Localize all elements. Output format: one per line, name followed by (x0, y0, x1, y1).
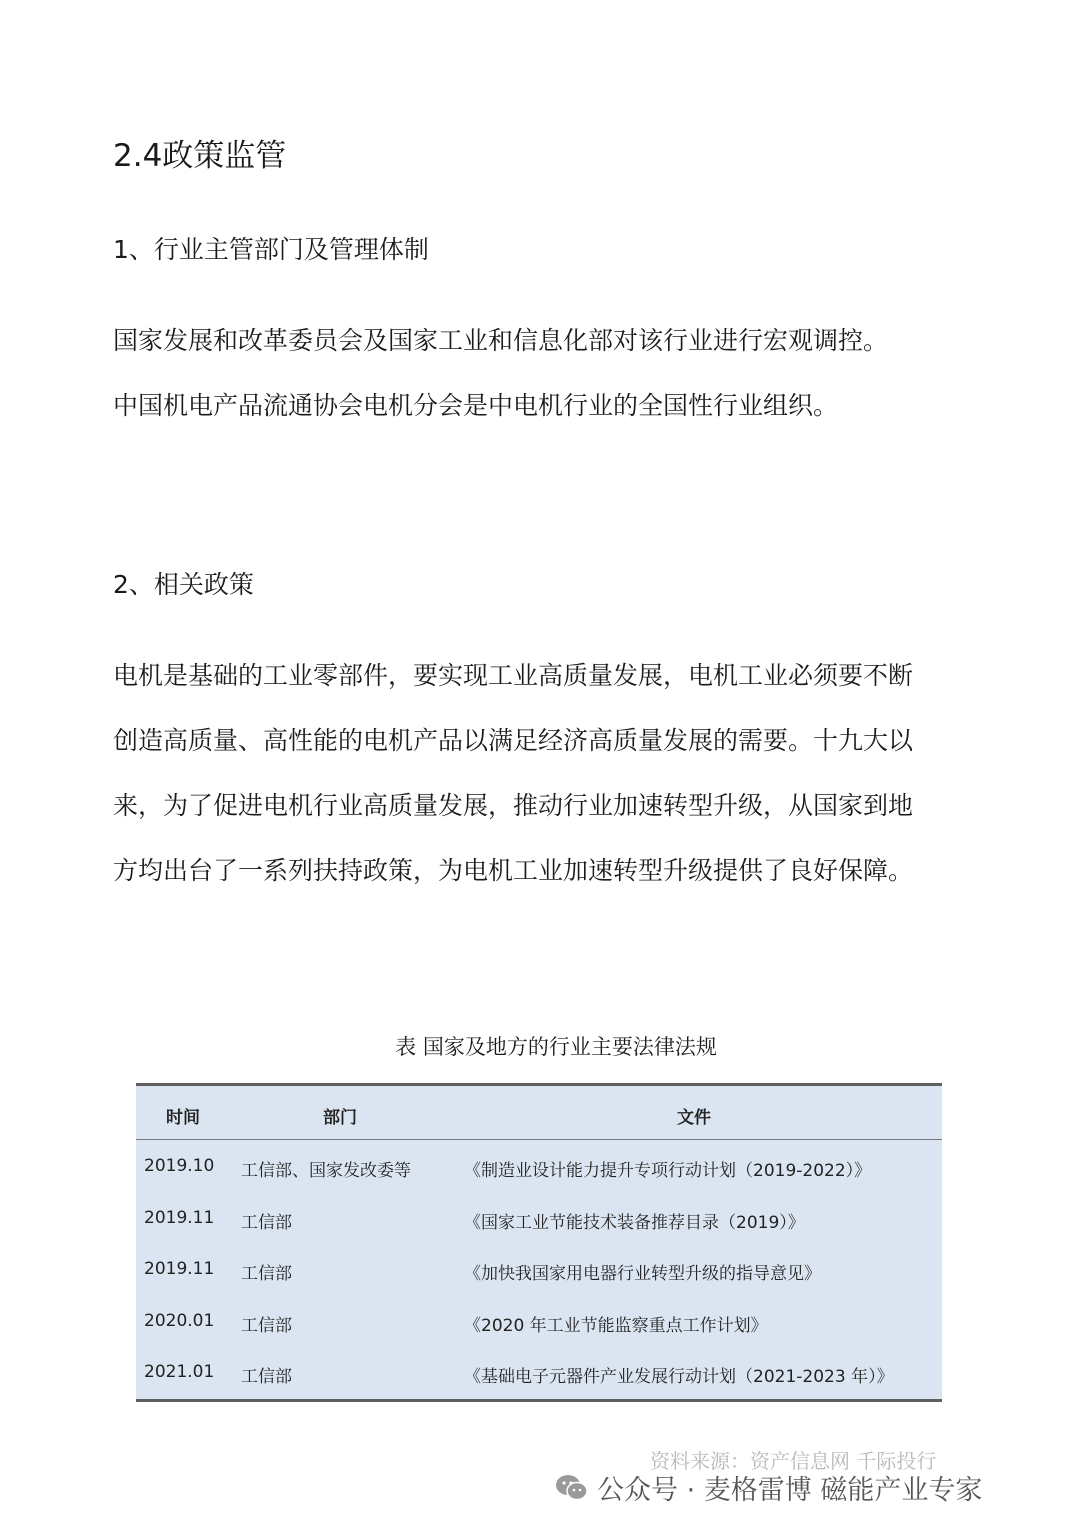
paragraph-line: 来，为了促进电机行业高质量发展，推动行业加速转型升级，从国家到地 (113, 791, 914, 820)
cell-time: 2020.01 (144, 1311, 215, 1331)
section-title: 2.4政策监管 (113, 138, 287, 174)
paragraph-line: 方均出台了一系列扶持政策，为电机工业加速转型升级提供了良好保障。 (113, 856, 914, 885)
paragraph-management (113, 308, 993, 438)
cell-dept: 工信部 (241, 1264, 292, 1284)
cell-doc: 《2020 年工业节能监察重点工作计划》 (464, 1316, 768, 1336)
cell-time: 2019.11 (144, 1259, 215, 1279)
paragraph-line: 中国机电产品流通协会电机分会是中电机行业的全国性行业组织。 (113, 391, 839, 420)
cell-time: 2019.11 (144, 1208, 215, 1228)
cell-time: 2019.10 (144, 1156, 215, 1176)
paragraph-line: 电机是基础的工业零部件，要实现工业高质量发展，电机工业必须要不断 (113, 661, 914, 690)
account-name: 公众号 · 麦格雷博 磁能产业专家 (597, 1475, 983, 1506)
header-time: 时间 (166, 1108, 200, 1128)
cell-doc: 《制造业设计能力提升专项行动计划（2019-2022）》 (464, 1161, 872, 1181)
subsection-heading-policies: 2、相关政策 (113, 570, 254, 599)
cell-dept: 工信部、国家发改委等 (241, 1161, 411, 1181)
source-note: 资料来源：资产信息网 千际投行 (650, 1449, 937, 1473)
cell-dept: 工信部 (241, 1367, 292, 1387)
cell-dept: 工信部 (241, 1213, 292, 1233)
table-header-row (136, 1086, 942, 1140)
paragraph-policies (113, 643, 993, 903)
wechat-icon (555, 1474, 589, 1502)
cell-doc: 《基础电子元器件产业发展行动计划（2021-2023 年）》 (464, 1367, 894, 1387)
header-doc: 文件 (677, 1108, 711, 1128)
subsection-heading-management: 1、行业主管部门及管理体制 (113, 235, 429, 264)
cell-time: 2021.01 (144, 1362, 215, 1382)
account-footer (555, 1468, 982, 1507)
cell-dept: 工信部 (241, 1316, 292, 1336)
cell-doc: 《加快我国家用电器行业转型升级的指导意见》 (464, 1264, 821, 1284)
paragraph-line: 创造高质量、高性能的电机产品以满足经济高质量发展的需要。十九大以 (113, 726, 914, 755)
header-dept: 部门 (323, 1108, 357, 1128)
cell-doc: 《国家工业节能技术装备推荐目录（2019）》 (464, 1213, 805, 1233)
paragraph-line: 国家发展和改革委员会及国家工业和信息化部对该行业进行宏观调控。 (113, 326, 889, 355)
table-caption: 表 国家及地方的行业主要法律法规 (395, 1035, 717, 1059)
regulations-table (136, 1083, 942, 1402)
